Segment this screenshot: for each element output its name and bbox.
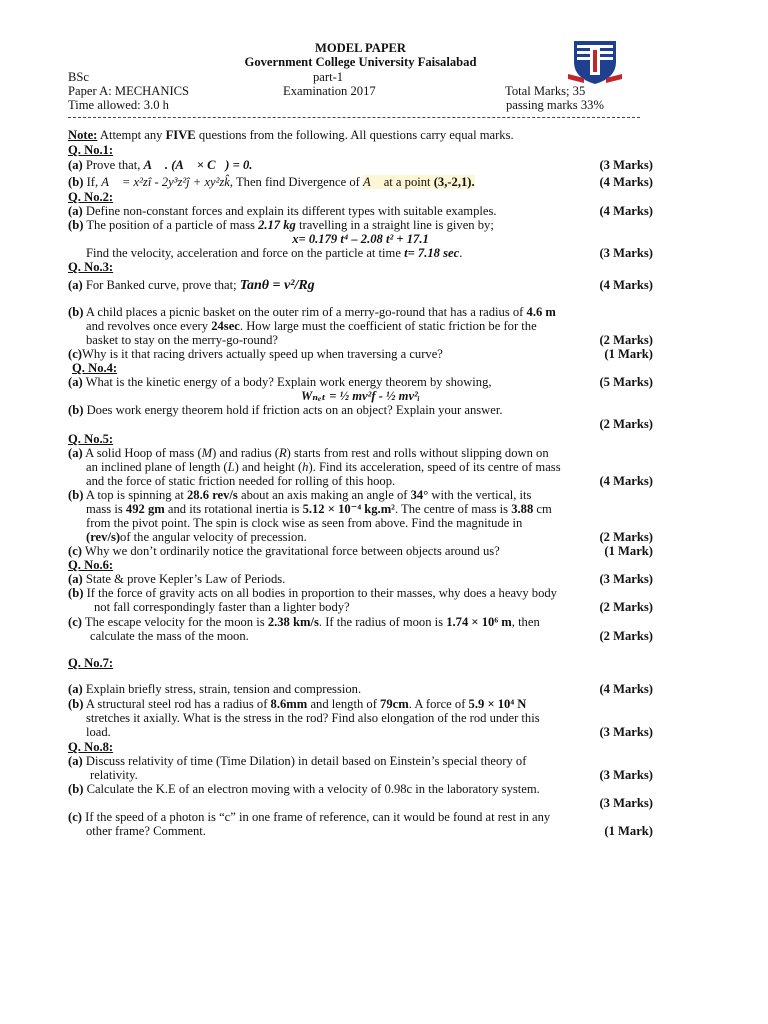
header-row-1 xyxy=(68,70,653,84)
q7-a xyxy=(68,682,653,696)
q2-heading: Q. No.2: xyxy=(68,190,114,204)
q5-a-label: (a) xyxy=(68,446,83,460)
q1-heading: Q. No.1: xyxy=(68,143,114,157)
q5-b-line2 xyxy=(68,502,653,516)
q5-c-marks: (1 Mark) xyxy=(604,544,653,558)
q8-c-line1 xyxy=(68,810,653,824)
q5-a-line1 xyxy=(68,446,653,460)
q3-b3: basket to stay on the merry-go-round? xyxy=(86,333,278,347)
q5-b4-bold: (rev/s) xyxy=(86,530,121,544)
q6-b2: not fall correspondingly faster than a lighter body? xyxy=(94,600,350,614)
q1-b-mid: , Then find Divergence of xyxy=(229,175,360,189)
q3-heading: Q. No.3: xyxy=(68,260,114,274)
q7-b1-r: 8.6mm xyxy=(270,697,308,711)
q5-a2-l: L xyxy=(227,460,235,474)
passing-marks: passing marks 33% xyxy=(506,98,604,112)
q6-a-marks: (3 Marks) xyxy=(599,572,653,586)
q7-b-line1 xyxy=(68,697,653,711)
q1-a-label: (a) xyxy=(68,158,83,172)
q8-b-marks: (3 Marks) xyxy=(599,796,653,810)
q6-c1-post: , then xyxy=(511,615,540,629)
q5-b-marks: (2 Marks) xyxy=(599,530,653,544)
q8-b-text: Calculate the K.E of an electron moving with a velocity of 0.98c in the laboratory system. xyxy=(86,782,540,796)
note-post: questions from the following. All questions carry equal marks. xyxy=(198,128,514,142)
q6-c2: calculate the mass of the moon. xyxy=(90,629,249,643)
q1-b-pre: If, xyxy=(86,175,99,189)
q7-heading: Q. No.7: xyxy=(68,656,114,670)
q7-a-text: Explain briefly stress, strain, tension and compression. xyxy=(85,682,362,696)
time-allowed: Time allowed: 3.0 h xyxy=(68,98,169,112)
q3-a-math: Tanθ = v²/Rg xyxy=(239,278,315,293)
paper-name: Paper A: MECHANICS xyxy=(68,84,190,98)
q5-a2-mid: ) and height ( xyxy=(234,460,303,474)
header-row-2 xyxy=(68,84,653,98)
q3-b1-val: 4.6 m xyxy=(526,305,556,319)
q8-c-marks: (1 Mark) xyxy=(604,824,653,838)
total-marks: Total Marks; 35 xyxy=(505,84,586,98)
q8-a-label: (a) xyxy=(68,754,83,768)
q8-a1: Discuss relativity of time (Time Dilation) in detail based on Einstein’s special theory of xyxy=(85,754,527,768)
q2-b-post: travelling in a straight line is given by; xyxy=(299,218,494,232)
q6-b-label: (b) xyxy=(68,586,84,600)
q1-b-point: (3,-2,1). xyxy=(433,175,475,189)
q7-b1-f: 5.9 × 10⁴ N xyxy=(468,697,527,711)
q8-a-line1 xyxy=(68,754,653,768)
q7-b1-l: 79cm xyxy=(380,697,409,711)
q3-a xyxy=(68,278,653,293)
q6-heading: Q. No.6: xyxy=(68,558,114,572)
q2-equation: x= 0.179 t⁴ – 2.08 t² + 17.1 xyxy=(292,232,429,246)
note-label: Note: xyxy=(68,128,98,142)
q1-a-marks: (3 Marks) xyxy=(599,158,653,172)
college-name: Government College University Faisalabad xyxy=(244,55,477,69)
q6-c-marks: (2 Marks) xyxy=(599,629,653,643)
q5-a3: and the force of static friction needed for rolling of this hoop. xyxy=(86,474,396,488)
q7-b1-pre: A structural steel rod has a radius of xyxy=(85,697,268,711)
q6-a-text: State & prove Kepler’s Law of Periods. xyxy=(85,572,286,586)
q5-b-line3 xyxy=(68,516,653,530)
q3-b1-pre: A child places a picnic basket on the outer rim of a merry-go-round that has a radius of xyxy=(85,305,524,319)
q2-b xyxy=(68,218,653,232)
q6-a-label: (a) xyxy=(68,572,83,586)
q1-b-post: at a point xyxy=(383,175,431,189)
q5-a-line2 xyxy=(68,460,653,474)
q5-a2-post: ). Find its acceleration, speed of its centre of mass xyxy=(308,460,561,474)
q5-a1-post: ) starts from rest and rolls without slipping down on xyxy=(286,446,549,460)
note-pre: Attempt any xyxy=(99,128,163,142)
q6-c1-mid: . If the radius of moon is xyxy=(318,615,444,629)
q3-b2-pre: and revolves once every xyxy=(86,319,209,333)
q1-a xyxy=(68,158,653,172)
q5-b2-mid2: . The centre of mass is xyxy=(394,502,509,516)
q5-c-label: (c) xyxy=(68,544,82,558)
q3-a-text: For Banked curve, prove that; xyxy=(85,278,237,292)
q5-b2-inertia: 5.12 × 10⁻⁴ kg.m² xyxy=(302,502,395,516)
degree: BSc xyxy=(68,70,89,84)
q5-a1-pre: A solid Hoop of mass ( xyxy=(85,446,202,460)
q1-a-math: A⃗ . (A⃗ × C⃗) = 0. xyxy=(143,158,253,172)
paper-title: MODEL PAPER xyxy=(314,41,407,55)
q2-a-label: (a) xyxy=(68,204,83,218)
q6-b-line2 xyxy=(68,600,653,614)
q5-c xyxy=(68,544,653,558)
q5-b1-pre: A top is spinning at xyxy=(85,488,184,502)
q8-heading: Q. No.8: xyxy=(68,740,114,754)
q3-b2-post: . How large must the coefficient of static friction be for the xyxy=(239,319,537,333)
q7-b1-mid: and length of xyxy=(310,697,377,711)
q7-b3: load. xyxy=(86,725,111,739)
q3-c xyxy=(68,347,653,361)
q4-equation: Wₙₑₜ = ½ mv²f - ½ mv²ᵢ xyxy=(301,389,420,403)
q5-a1-mid: ) and radius ( xyxy=(212,446,279,460)
q1-b-marks: (4 Marks) xyxy=(599,175,653,189)
q1-a-text: Prove that, xyxy=(85,158,141,172)
q2-b-label: (b) xyxy=(68,218,84,232)
q4-a xyxy=(68,375,653,389)
q1-b-math: A⃗ = x²zî - 2y³z²ĵ + xy²zk̂ xyxy=(101,175,230,189)
q8-b xyxy=(68,782,653,796)
q5-b-line4 xyxy=(68,530,653,544)
exam-year: Examination 2017 xyxy=(283,84,376,98)
q7-b-line2 xyxy=(68,711,653,725)
q2-b-mass: 2.17 kg xyxy=(258,218,296,232)
q4-a-marks: (5 Marks) xyxy=(599,375,653,389)
q5-b-line1 xyxy=(68,488,653,502)
q7-a-marks: (4 Marks) xyxy=(599,682,653,696)
q2-a-text: Define non-constant forces and explain its different types with suitable examples. xyxy=(85,204,497,218)
q3-b-label: (b) xyxy=(68,305,84,319)
q8-c2: other frame? Comment. xyxy=(86,824,206,838)
q2-b-pre: The position of a particle of mass xyxy=(86,218,255,232)
q7-b-line3 xyxy=(68,725,653,739)
q3-c-marks: (1 Mark) xyxy=(604,347,653,361)
q5-b1-rev: 28.6 rev/s xyxy=(187,488,238,502)
q5-b2-mass: 492 gm xyxy=(125,502,165,516)
q8-a2: relativity. xyxy=(90,768,138,782)
q5-b1-post: with the vertical, its xyxy=(431,488,532,502)
q1-b-label: (b) xyxy=(68,175,84,189)
q8-a-marks: (3 Marks) xyxy=(599,768,653,782)
q6-c-line2 xyxy=(68,629,653,643)
q8-a-line2 xyxy=(68,768,653,782)
q5-c-text: Why we don’t ordinarily notice the gravitational force between objects around us? xyxy=(84,544,500,558)
q7-b1-mid2: . A force of xyxy=(408,697,466,711)
q4-heading: Q. No.4: xyxy=(72,361,118,375)
q5-b4-post: of the angular velocity of precession. xyxy=(120,530,307,544)
q5-b2-post: cm xyxy=(536,502,552,516)
q6-b-line1 xyxy=(68,586,653,600)
q8-b-label: (b) xyxy=(68,782,84,796)
q8-c-label: (c) xyxy=(68,810,82,824)
q6-c-label: (c) xyxy=(68,615,82,629)
q2-c-pre: Find the velocity, acceleration and force on the particle at time xyxy=(86,246,401,260)
q3-c-text: Why is it that racing drivers actually speed up when traversing a curve? xyxy=(81,347,443,361)
q3-b-line1 xyxy=(68,305,653,319)
q1-b xyxy=(68,175,653,189)
q5-a-line3 xyxy=(68,474,653,488)
q5-a1-r: R xyxy=(278,446,287,460)
q5-b1-mid: about an axis making an angle of xyxy=(241,488,408,502)
header-row-3 xyxy=(68,98,653,112)
q3-b2-val: 24sec xyxy=(211,319,240,333)
q3-b-marks: (2 Marks) xyxy=(599,333,653,347)
q4-b-marks: (2 Marks) xyxy=(599,417,653,431)
q3-b-line3 xyxy=(68,333,653,347)
q6-a xyxy=(68,572,653,586)
q4-a-label: (a) xyxy=(68,375,83,389)
q5-b2-cm: 3.88 xyxy=(511,502,534,516)
q4-b-label: (b) xyxy=(68,403,84,417)
q5-a2-h: h xyxy=(302,460,309,474)
q3-a-label: (a) xyxy=(68,278,83,292)
q2-c-time: t= 7.18 sec xyxy=(404,246,460,260)
q7-b-marks: (3 Marks) xyxy=(599,725,653,739)
q5-a-marks: (4 Marks) xyxy=(599,474,653,488)
q5-a2-pre: an inclined plane of length ( xyxy=(86,460,228,474)
q3-b-line2 xyxy=(68,319,653,333)
part: part-1 xyxy=(313,70,344,84)
q6-c-line1 xyxy=(68,615,653,629)
q8-c1: If the speed of a photon is “c” in one frame of reference, can it would be found at rest in any xyxy=(85,810,551,824)
q3-c-label: (c) xyxy=(68,347,82,361)
q5-b-label: (b) xyxy=(68,488,84,502)
q4-a-text: What is the kinetic energy of a body? Explain work energy theorem by showing, xyxy=(85,375,492,389)
q6-c1-v: 2.38 km/s xyxy=(267,615,319,629)
q6-b-marks: (2 Marks) xyxy=(599,600,653,614)
q5-a1-m: M xyxy=(201,446,213,460)
q2-c xyxy=(68,246,653,260)
q6-b1: If the force of gravity acts on all bodies in proportion to their masses, why does a heavy body xyxy=(86,586,557,600)
q2-c-marks: (3 Marks) xyxy=(599,246,653,260)
q2-a xyxy=(68,204,653,218)
q5-b1-deg: 34° xyxy=(410,488,429,502)
q7-a-label: (a) xyxy=(68,682,83,696)
q4-b-text: Does work energy theorem hold if friction acts on an object? Explain your answer. xyxy=(86,403,503,417)
note-line xyxy=(68,128,653,142)
header-divider xyxy=(68,117,640,118)
q6-c1-pre: The escape velocity for the moon is xyxy=(84,615,265,629)
q2-c-post: . xyxy=(459,246,463,260)
q8-c-line2 xyxy=(68,824,653,838)
q5-b2-pre: mass is xyxy=(86,502,123,516)
q1-b-vec: A⃗ xyxy=(363,175,381,189)
q5-heading: Q. No.5: xyxy=(68,432,114,446)
q7-b-label: (b) xyxy=(68,697,84,711)
q6-c1-r: 1.74 × 10⁶ m xyxy=(446,615,512,629)
q5-b2-mid: and its rotational inertia is xyxy=(167,502,300,516)
q3-a-marks: (4 Marks) xyxy=(599,278,653,292)
note-five: FIVE xyxy=(165,128,196,142)
q5-b3: from the pivot point. The spin is clock wise as seen from above. Find the magnitude in xyxy=(86,516,523,530)
q2-a-marks: (4 Marks) xyxy=(599,204,653,218)
q7-b2: stretches it axially. What is the stress in the rod? Find also elongation of the rod under this xyxy=(86,711,540,725)
q4-b xyxy=(68,403,653,417)
